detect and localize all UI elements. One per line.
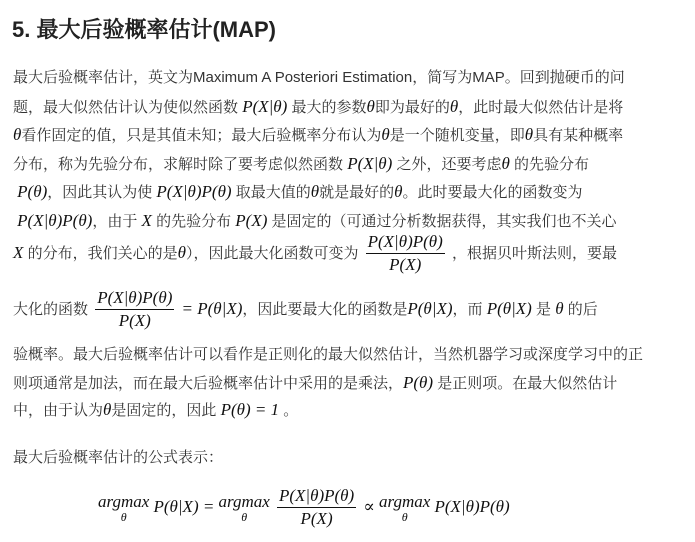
text: 最大后验概率估计，英文为Maximum A Posteriori Estimation，简写为MAP。回到抛硬币的问 [13,69,625,86]
fraction-numerator: P(X|θ)P(θ) [95,288,174,310]
operator-label: argmax [379,492,431,511]
text-line [13,343,643,367]
text-line [13,209,617,234]
math: θ [524,125,534,144]
text-line [13,288,598,332]
math: θ [501,154,510,173]
text: 的后 [567,300,598,318]
text: 之外，还要考虑 [396,156,502,173]
text: 。此时要最大化的函数变为 [402,184,583,201]
fraction-denominator: P(X) [300,509,333,528]
text: 看作固定的值，只是其值未知；最大后验概率分布认为 [21,127,382,144]
text: 分布，称为先验分布，求解时除了要考虑似然函数 [13,156,344,173]
math: θ [555,298,564,318]
fraction-denominator: P(X) [389,255,422,274]
text: 的先验分布 [156,213,232,230]
text: 是固定的（可通过分析数据获得，其实我们也不关心 [271,213,617,230]
fraction-numerator: P(X|θ)P(θ) [277,486,356,508]
text-line [13,66,625,90]
fraction [95,288,174,332]
text: 是正则项。在最大似然估计 [437,375,618,392]
math: P(X|θ)P(θ) [434,496,510,516]
text: 最大的参数 [291,99,367,116]
text: 的分布，我们关心的是 [27,244,178,262]
text: ），因此最大化函数可变为 [185,244,359,262]
operator-label: argmax [98,492,150,511]
map-formula [98,486,618,536]
math: P(X) [235,211,268,230]
math: X [13,242,24,262]
math: X [141,211,152,230]
argmax-operator [98,493,149,523]
text: 即为最好的 [374,99,450,116]
fraction-numerator: P(X|θ)P(θ) [366,232,445,254]
text: 是一个随机变量，即 [389,127,525,144]
fraction-denominator: P(X) [118,311,151,330]
math: θ [13,125,22,144]
text: 是固定的，因此 [111,402,217,419]
math: = P(θ|X) [181,298,243,318]
math: P(X|θ) [242,97,288,116]
formula-row [98,486,510,530]
operator-subscript: θ [120,510,127,524]
math: θ [366,97,375,116]
text-line [13,180,583,205]
text-line [13,152,589,177]
text-line [13,123,623,148]
text: 中，由于认为 [13,402,104,419]
math: θ [310,182,320,201]
math: θ [449,97,459,116]
operator-label: argmax [218,492,270,511]
math: P(θ) = 1 [220,400,280,419]
text: 则项通常是加法，而在最大后验概率估计中采用的是乘法， [13,375,404,392]
math: θ [177,242,186,262]
text-line [13,232,617,276]
text-line [13,95,623,120]
math: P(θ|X) [407,298,453,318]
text-line [13,371,617,396]
math: P(X|θ) [347,154,393,173]
text: ，而 [452,300,483,318]
paragraph-formula-intro [13,446,685,470]
text: ，因此其认为使 [47,184,153,201]
text: ，此时最大似然估计是将 [458,99,624,116]
math: P(θ) [403,373,434,392]
math: θ [381,125,390,144]
math: P(X|θ)P(θ) [156,182,232,201]
text: ，因此要最大化的函数是 [242,300,408,318]
text: 验概率。最大后验概率估计可以看作是正则化的最大似然估计，当然机器学习或深度学习中的正 [13,346,644,363]
operator-subscript: θ [241,510,248,524]
math: θ [394,182,403,201]
text: 是 [536,300,552,318]
math: P(X|θ)P(θ) [17,211,93,230]
text: 具有某种概率 [533,127,624,144]
math: P(θ|X) [486,298,532,318]
text: 的先验分布 [514,156,590,173]
text: ，根据贝叶斯法则，要最 [451,244,617,262]
argmax-operator [219,493,270,523]
text-line [13,398,298,423]
operator-subscript: θ [401,510,408,524]
math: θ [103,400,112,419]
text: ，由于 [92,213,138,230]
proportional-symbol: ∝ [363,496,375,516]
text: 最大后验概率估计的公式表示： [13,449,224,466]
text: 大化的函数 [13,300,89,318]
text: 。 [283,402,299,419]
math: P(θ) [17,182,48,201]
text: 题，最大似然估计认为使似然函数 [13,99,239,116]
fraction [277,486,356,530]
text: 就是最好的 [319,184,395,201]
fraction [366,232,445,276]
text: 取最大值的 [235,184,311,201]
section-heading: 5. 最大后验概率估计(MAP) [12,17,277,42]
math: P(θ|X) = [153,496,215,516]
argmax-operator [379,493,430,523]
